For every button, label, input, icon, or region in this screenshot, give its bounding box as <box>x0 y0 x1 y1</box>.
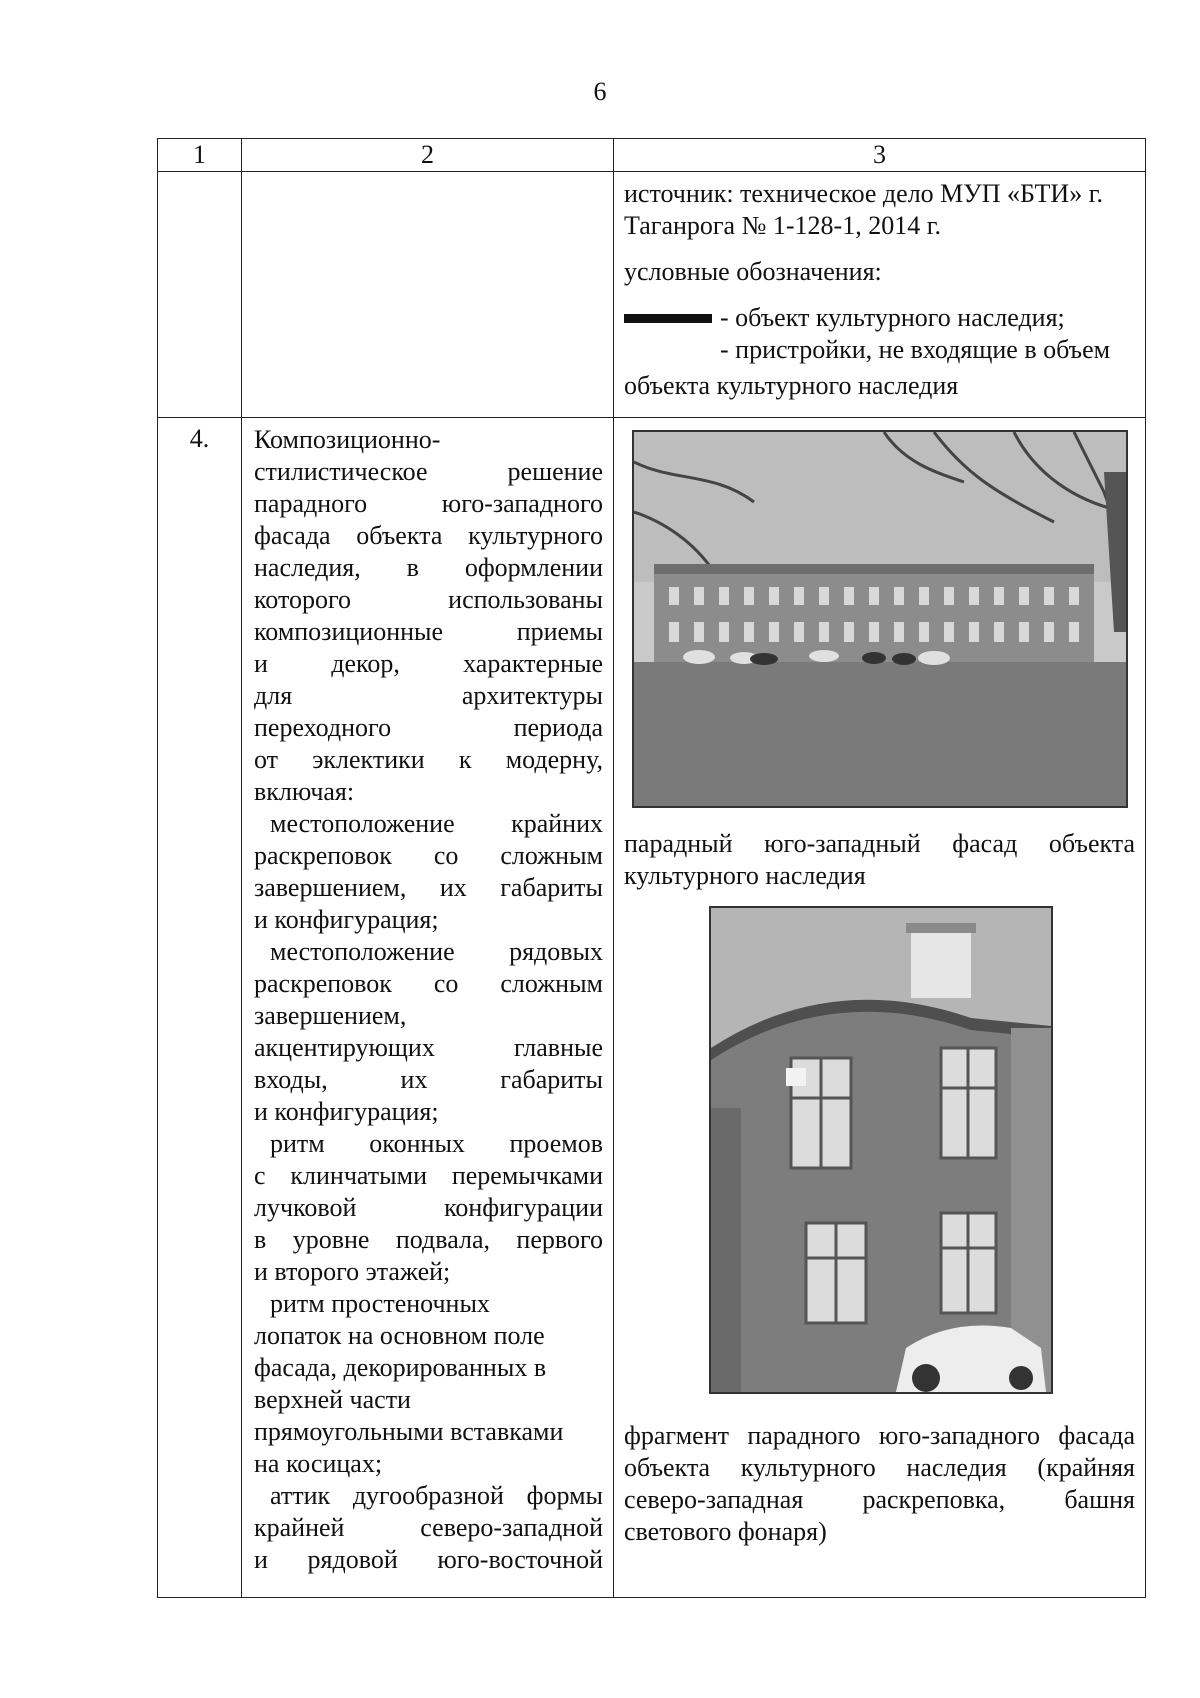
legend-line-swatch <box>624 314 712 323</box>
description-line: завершением, <box>254 1001 407 1030</box>
table-row-continuation <box>158 172 1146 418</box>
facade-fragment-caption: фрагмент парадного юго-западного фасада объекта культурного наследия (крайняя северо-западная раскреповка, башня светового фонаря) <box>624 1421 1135 1546</box>
column-header-1: 1 <box>158 139 242 172</box>
description-line: верхней части <box>254 1385 411 1414</box>
table-row-4 <box>158 418 1146 1598</box>
cell-empty-description <box>242 172 614 418</box>
description-line: включая: <box>254 777 355 806</box>
description-line: входы, их габариты <box>254 1065 603 1094</box>
description-line: раскреповок со сложным <box>254 969 603 998</box>
source-text: источник: техническое дело МУП «БТИ» г. Таганрога № 1-128-1, 2014 г. <box>624 179 1103 240</box>
column-header-2: 2 <box>242 139 614 172</box>
facade-photo-caption: парадный юго-западный фасад объекта культурного наследия <box>624 829 1135 890</box>
description-line: и конфигурация; <box>254 905 439 934</box>
description-line: крайней северо-западной <box>254 1513 603 1542</box>
cell-empty-number <box>158 172 242 418</box>
legend-item-2-label: - пристройки, не входящие в объем <box>720 335 1111 364</box>
cell-photos <box>614 418 1146 1598</box>
description-line: композиционные приемы <box>254 617 603 646</box>
legend-item-heritage <box>624 302 1135 334</box>
description-line: в уровне подвала, первого <box>254 1225 603 1254</box>
cell-description <box>242 418 614 1598</box>
description-line: для архитектуры <box>254 681 603 710</box>
description-line: местоположение крайних <box>270 809 603 838</box>
legend-item-1-label: - объект культурного наследия; <box>720 303 1065 332</box>
description-line: стилистическое решение <box>254 457 603 486</box>
description-line: прямоугольными вставками <box>254 1417 564 1446</box>
description-line: завершением, их габариты <box>254 873 603 902</box>
column-header-3: 3 <box>614 139 1146 172</box>
description-line: фасада, декорированных в <box>254 1353 547 1382</box>
description-line: ритм простеночных <box>270 1289 490 1318</box>
description-line: ритм оконных проемов <box>270 1129 603 1158</box>
description-line: от эклектики к модерну, <box>254 745 603 774</box>
description-line: которого использованы <box>254 585 603 614</box>
description-line: и рядовой юго-восточной <box>254 1545 603 1574</box>
description-line: с клинчатыми перемычками <box>254 1161 603 1190</box>
heritage-table <box>157 138 1146 1598</box>
description-line: переходного периода <box>254 713 603 742</box>
cell-legend <box>614 172 1146 418</box>
page-number: 6 <box>593 77 607 106</box>
row-number: 4. <box>158 418 242 1598</box>
facade-photo <box>632 430 1128 808</box>
description-line: парадного юго-западного <box>254 489 603 518</box>
description-line: и конфигурация; <box>254 1097 439 1126</box>
description-line: акцентирующих главные <box>254 1033 603 1062</box>
description-line: аттик дугообразной формы <box>270 1481 603 1510</box>
description-line: на косицах; <box>254 1449 383 1478</box>
description-line: наследия, в оформлении <box>254 553 603 582</box>
description-line: и второго этажей; <box>254 1257 451 1286</box>
description-line: фасада объекта культурного <box>254 521 603 550</box>
description-line: лучковой конфигурации <box>254 1193 603 1222</box>
legend-title: условные обозначения: <box>624 257 882 286</box>
description-line: местоположение рядовых <box>270 937 603 966</box>
description-line: лопаток на основном поле <box>254 1321 545 1350</box>
table-header-row <box>158 139 1146 172</box>
description-line: Композиционно- <box>254 425 441 454</box>
legend-item-2-continuation: объекта культурного наследия <box>624 371 959 400</box>
description-line: и декор, характерные <box>254 649 603 678</box>
facade-fragment-photo <box>709 906 1053 1394</box>
description-line: раскреповок со сложным <box>254 841 603 870</box>
